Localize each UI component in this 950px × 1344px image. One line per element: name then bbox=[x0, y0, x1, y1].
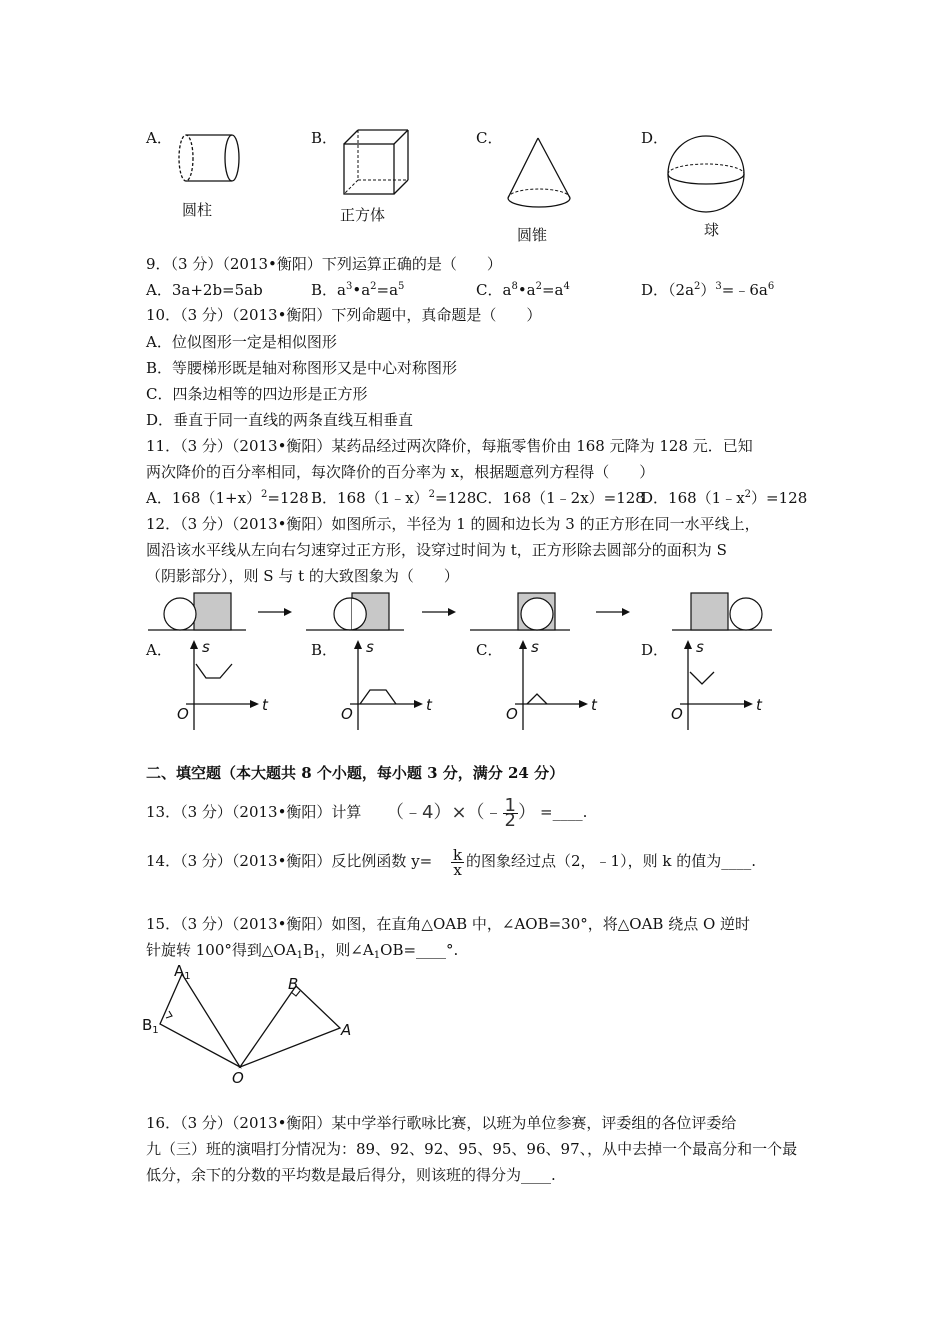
label-o: O bbox=[232, 1069, 244, 1087]
q14-prefix: 14．（3 分）（2013•衡阳）反比例函数 y= bbox=[146, 852, 433, 870]
graph-b-s-label: s bbox=[366, 638, 374, 656]
q12-line-3: （阴影部分），则 S 与 t 的大致图象为（ ） bbox=[146, 567, 459, 585]
q13-fraction: $\frac{1}{2}$ bbox=[504, 794, 516, 831]
graph-c-t-label: t bbox=[591, 696, 597, 714]
label-a1: $A_1$ bbox=[174, 962, 191, 982]
cone-caption: 圆锥 bbox=[517, 226, 548, 244]
q13-prefix: 13．（3 分）（2013•衡阳）计算 bbox=[146, 803, 362, 821]
q9-option-d: D．$(2a^2)^3=﹣6a^6$ bbox=[641, 281, 775, 299]
q11-option-b: B．168（1﹣x）$^2$=128 bbox=[311, 489, 477, 507]
q10-option-d: D．垂直于同一直线的两条直线互相垂直 bbox=[146, 411, 414, 429]
arrow-1 bbox=[258, 608, 292, 616]
graph-b-t-label: t bbox=[426, 696, 432, 714]
q12-line-1: 12．（3 分）（2013•衡阳）如图所示，半径为 1 的圆和边长为 3 的正方形在同一水平线上， bbox=[146, 515, 760, 533]
label-a: A bbox=[341, 1021, 352, 1039]
q14-suffix: 的图象经过点（2，﹣1），则 k 的值为____. bbox=[466, 852, 756, 870]
q12-option-d-letter: D． bbox=[641, 641, 669, 659]
stage-4 bbox=[672, 593, 772, 630]
arrow-2 bbox=[422, 608, 456, 616]
q12-option-b-letter: B． bbox=[311, 641, 338, 659]
cube-figure bbox=[336, 126, 416, 206]
cylinder-caption: 圆柱 bbox=[182, 201, 213, 219]
graph-a-t-label: t bbox=[262, 696, 268, 714]
q15-line-2: 针旋转 100°得到$\triangle OA_1B_1$，则$\angle A_1OB=\_\_\_\_^\circ$. bbox=[146, 941, 459, 961]
q15-line-1: 15．（3 分）（2013•衡阳）如图，在直角△OAB 中，∠AOB=30°，将△OAB 绕点 O 逆时 bbox=[146, 915, 751, 933]
q13-expression: （﹣4）×（﹣ $\frac{1}{2}$ ） bbox=[386, 794, 536, 831]
q10-option-b: B．等腰梯形既是轴对称图形又是中心对称图形 bbox=[146, 359, 458, 377]
q12-option-c-letter: C． bbox=[476, 641, 503, 659]
stage-1 bbox=[148, 593, 246, 630]
section-2-title: 二、填空题（本大题共 8 个小题，每小题 3 分，满分 24 分） bbox=[146, 764, 565, 782]
q9-option-c: C．$a^8•a^2=a^4$ bbox=[476, 281, 570, 299]
q8-option-d-letter: D． bbox=[641, 129, 669, 147]
q16-line-2: 九（三）班的演唱打分情况为：89、92、92、95、95、96、97、，从中去掉一个最高分和一个最 bbox=[146, 1140, 798, 1158]
sphere-caption: 球 bbox=[704, 221, 720, 239]
sphere-figure bbox=[666, 134, 746, 214]
q14-fraction: $\frac{k}{x}$ bbox=[453, 845, 463, 879]
cube-caption: 正方体 bbox=[340, 206, 386, 224]
q16-line-3: 低分，余下的分数的平均数是最后得分，则该班的得分为____. bbox=[146, 1166, 556, 1184]
q11-line-2: 两次降价的百分率相同，每次降价的百分率为 x，根据题意列方程得（ ） bbox=[146, 463, 655, 481]
q11-option-a: A．$168(1+x)^2=128$ bbox=[146, 489, 309, 507]
q11-option-c: C．168（1﹣2x）=128 bbox=[476, 489, 645, 507]
label-b1: $B_1$ bbox=[142, 1016, 159, 1036]
graph-d-origin-label: O bbox=[671, 705, 683, 723]
arrow-3 bbox=[596, 608, 630, 616]
graph-d-s-label: s bbox=[696, 638, 704, 656]
q9-stem: 9．（3 分）（2013•衡阳）下列运算正确的是（ ） bbox=[146, 255, 502, 273]
q12-line-2: 圆沿该水平线从左向右匀速穿过正方形，设穿过时间为 t，正方形除去圆部分的面积为 S bbox=[146, 541, 727, 559]
q13-suffix: =____. bbox=[540, 803, 588, 821]
q16-line-1: 16．（3 分）（2013•衡阳）某中学举行歌咏比赛，以班为单位参赛，评委组的各位评委给 bbox=[146, 1114, 737, 1132]
q8-option-a-letter: A． bbox=[146, 129, 172, 147]
stage-2 bbox=[306, 593, 404, 630]
graph-a-s-label: s bbox=[202, 638, 210, 656]
q10-option-c: C．四条边相等的四边形是正方形 bbox=[146, 385, 368, 403]
q10-option-a: A．位似图形一定是相似图形 bbox=[146, 333, 337, 351]
q9-option-b: B．$a^3•a^2=a^5$ bbox=[311, 281, 405, 299]
q11-option-d: D．$168(1﹣x^2)=128$ bbox=[641, 489, 808, 507]
q11-line-1: 11．（3 分）（2013•衡阳）某药品经过两次降价，每瓶零售价由 168 元降为 128 元．已知 bbox=[146, 437, 753, 455]
q8-option-b-letter: B． bbox=[311, 129, 338, 147]
stage-3 bbox=[470, 593, 570, 630]
label-b: B bbox=[288, 975, 299, 993]
graph-b-origin-label: O bbox=[341, 705, 353, 723]
graph-d-t-label: t bbox=[756, 696, 762, 714]
graph-a-origin-label: O bbox=[177, 705, 189, 723]
graph-c-s-label: s bbox=[531, 638, 539, 656]
q12-option-a-letter: A． bbox=[146, 641, 172, 659]
cone-figure bbox=[500, 136, 580, 216]
q8-option-c-letter: C． bbox=[476, 129, 503, 147]
graph-c-origin-label: O bbox=[506, 705, 518, 723]
circle-square-sequence bbox=[140, 588, 790, 638]
q9-option-a: A．3a+2b=5ab bbox=[146, 281, 263, 299]
q10-stem: 10．（3 分）（2013•衡阳）下列命题中，真命题是（ ） bbox=[146, 306, 542, 324]
cylinder-figure bbox=[170, 128, 250, 188]
